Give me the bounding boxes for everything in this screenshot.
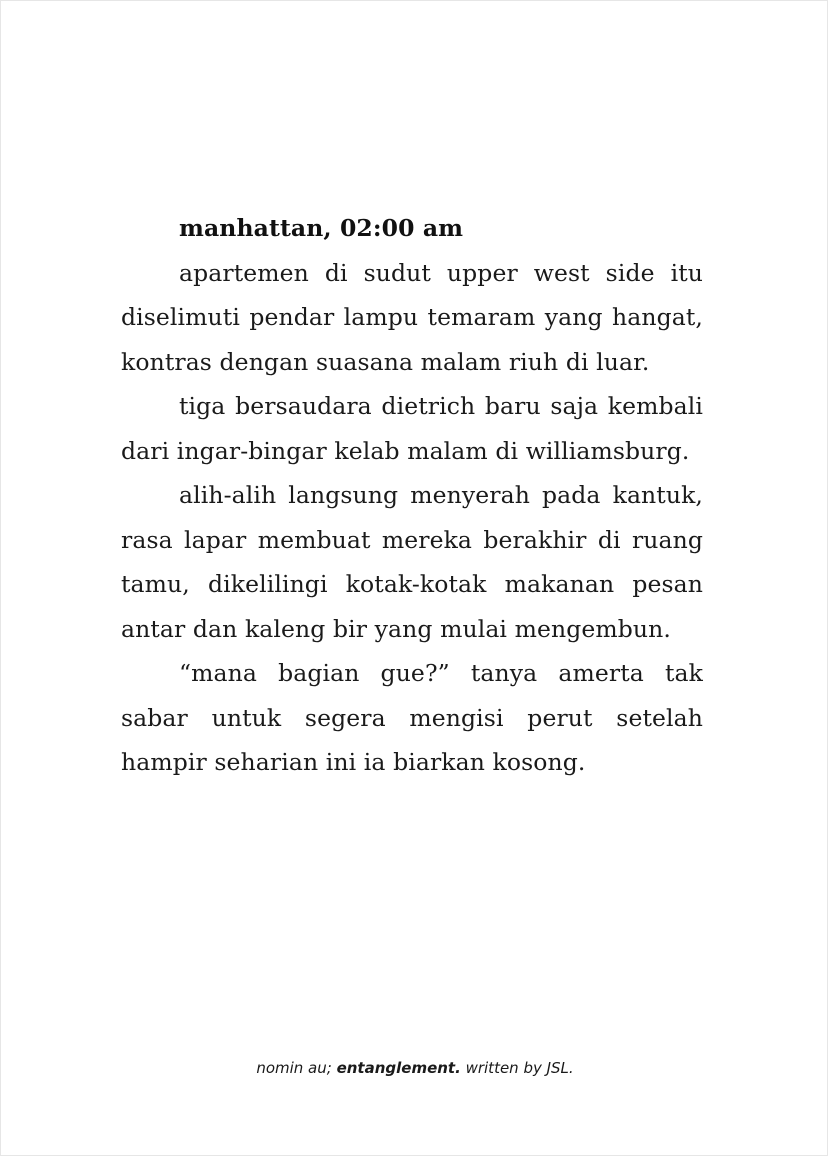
paragraph-2: tiga bersaudara dietrich baru saja kembali dari ingar-bingar kelab malam di williamsburg. xyxy=(121,392,703,465)
footer-title: entanglement. xyxy=(336,1059,461,1077)
paragraph-3: alih-alih langsung menyerah pada kantuk, rasa lapar membuat mereka berakhir di ruang tamu, dikelilingi kotak-kotak makanan pesan antar dan kaleng bir yang mulai mengembun. xyxy=(121,481,703,643)
footer-prefix: nomin au; xyxy=(256,1059,337,1077)
scene-heading: manhattan, 02:00 am xyxy=(179,214,464,242)
story-body xyxy=(121,206,703,785)
paragraph-4: “mana bagian gue?” tanya amerta tak sabar untuk segera mengisi perut setelah hampir seharian ini ia biarkan kosong. xyxy=(121,659,703,776)
footer-suffix: written by JSL. xyxy=(460,1059,574,1077)
paragraph-1: apartemen di sudut upper west side itu diselimuti pendar lampu temaram yang hangat, kontras dengan suasana malam riuh di luar. xyxy=(121,258,703,376)
footer-credit xyxy=(1,1059,828,1077)
